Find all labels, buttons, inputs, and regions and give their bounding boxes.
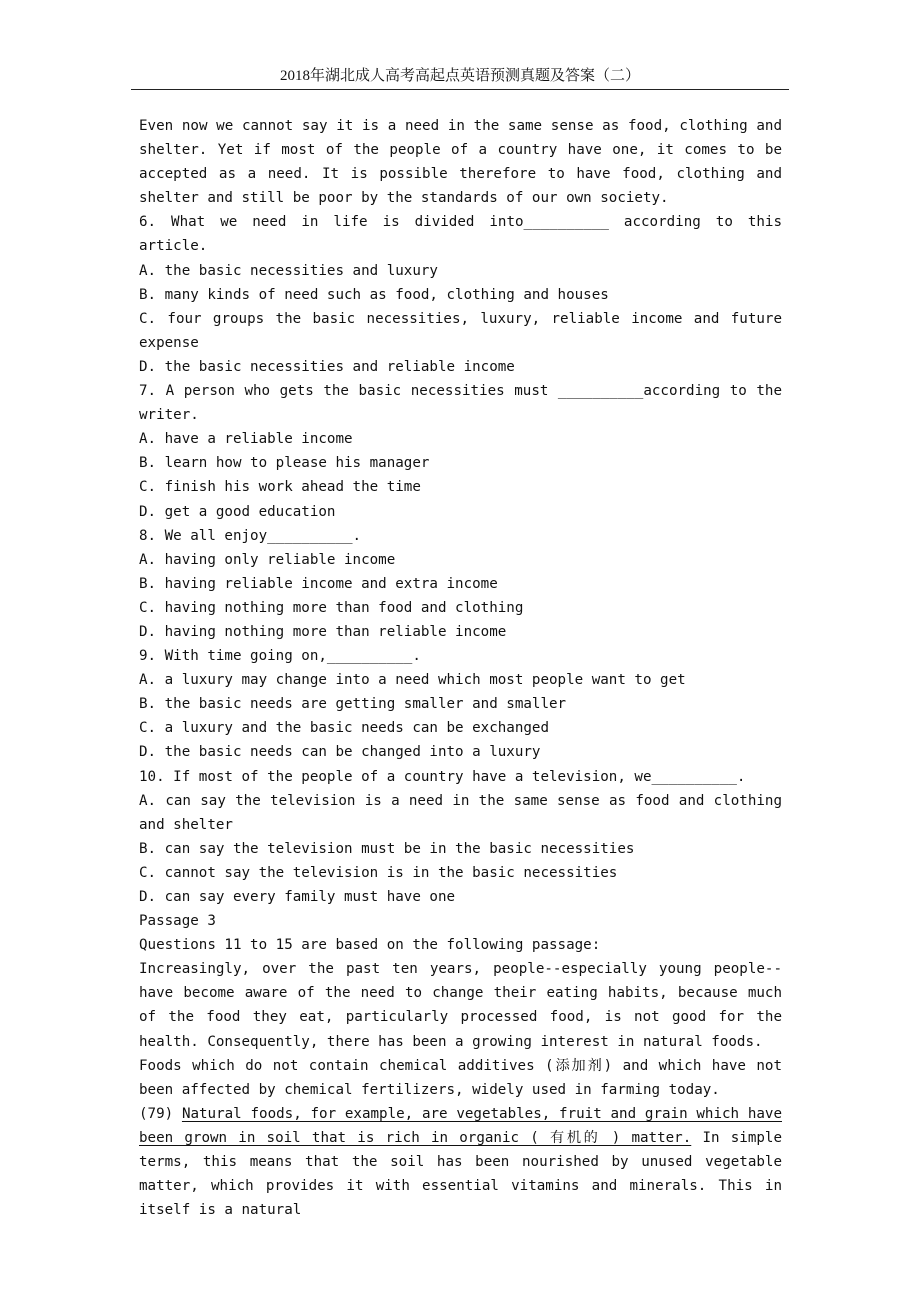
option-c: C. four groups the basic necessities, luxury, reliable income and future expense [139,310,782,351]
option-a: A. the basic necessities and luxury [139,262,438,279]
question-9 [139,644,782,764]
option-a: A. have a reliable income [139,431,353,448]
question-stem: 8. We all enjoy__________. [139,527,362,544]
question-stem: 9. With time going on,__________. [139,648,421,665]
passage-paragraph-2: Foods which do not contain chemical additives (添加剂) and which have not been affected by chemical fertilizers, widely used in farming today. [139,1057,782,1098]
question-10 [139,765,782,910]
option-c: C. having nothing more than food and clothing [139,599,524,616]
option-b: B. can say the television must be in the basic necessities [139,840,635,857]
option-d: D. the basic necessities and reliable income [139,358,515,375]
header-divider [131,89,789,90]
page-header-title: 2018年湖北成人高考高起点英语预测真题及答案（二） [279,68,640,84]
option-c: C. finish his work ahead the time [139,479,421,496]
passage-instruction: Questions 11 to 15 are based on the following passage: [139,937,601,954]
question-6 [139,210,782,379]
option-d: D. can say every family must have one [139,889,456,905]
option-b: B. learn how to please his manager [139,455,430,472]
option-d: D. the basic needs can be changed into a luxury [139,744,541,761]
option-a: A. a luxury may change into a need which most people want to get [139,672,686,689]
option-c: C. cannot say the television is in the basic necessities [139,864,618,881]
passage-paragraph-3 [139,1102,782,1222]
option-b: B. the basic needs are getting smaller and smaller [139,696,567,713]
question-7 [139,379,782,524]
option-c: C. a luxury and the basic needs can be exchanged [139,720,549,737]
passage-title: Passage 3 [139,913,216,930]
option-b: B. having reliable income and extra income [139,575,498,592]
passage-paragraph-1: Increasingly, over the past ten years, people--especially young people--have become aware of the need to change their eating habits, because much of the food they eat, particularly processed food, is not good for the health. Consequently, there has been a growing interest in natural foods. [139,961,782,1050]
option-a: A. having only reliable income [139,551,396,568]
question-stem: 6. What we need in life is divided into__________ according to this article. [139,214,782,255]
underlined-sentence: Natural foods, for example, are vegetables, fruit and grain which have been grown in soil that is rich in organic ( 有机的 ) matter. [139,1105,782,1146]
sentence-marker: (79) [139,1105,174,1122]
option-b: B. many kinds of need such as food, clothing and houses [139,286,609,303]
question-stem: 7. A person who gets the basic necessities must __________according to the writer. [139,383,782,424]
option-d: D. having nothing more than reliable income [139,623,507,640]
option-d: D. get a good education [139,503,336,520]
intro-paragraph: Even now we cannot say it is a need in the same sense as food, clothing and shelter. Yet if most of the people of a country have one, it comes to be accepted as a need. It is possible therefore to have food, clothing and shelter and still be poor by the standards of our own society. [139,118,782,207]
question-stem: 10. If most of the people of a country have a television, we__________. [139,768,746,785]
question-8 [139,524,782,644]
document-body [139,114,782,1222]
option-a: A. can say the television is a need in the same sense as food and clothing and shelter [139,792,782,833]
paragraph-continuation: In simple terms, this means that the soil has been nourished by unused vegetable matter, which provides it with essential vitamins and minerals. This in itself is a natural [139,1129,782,1219]
